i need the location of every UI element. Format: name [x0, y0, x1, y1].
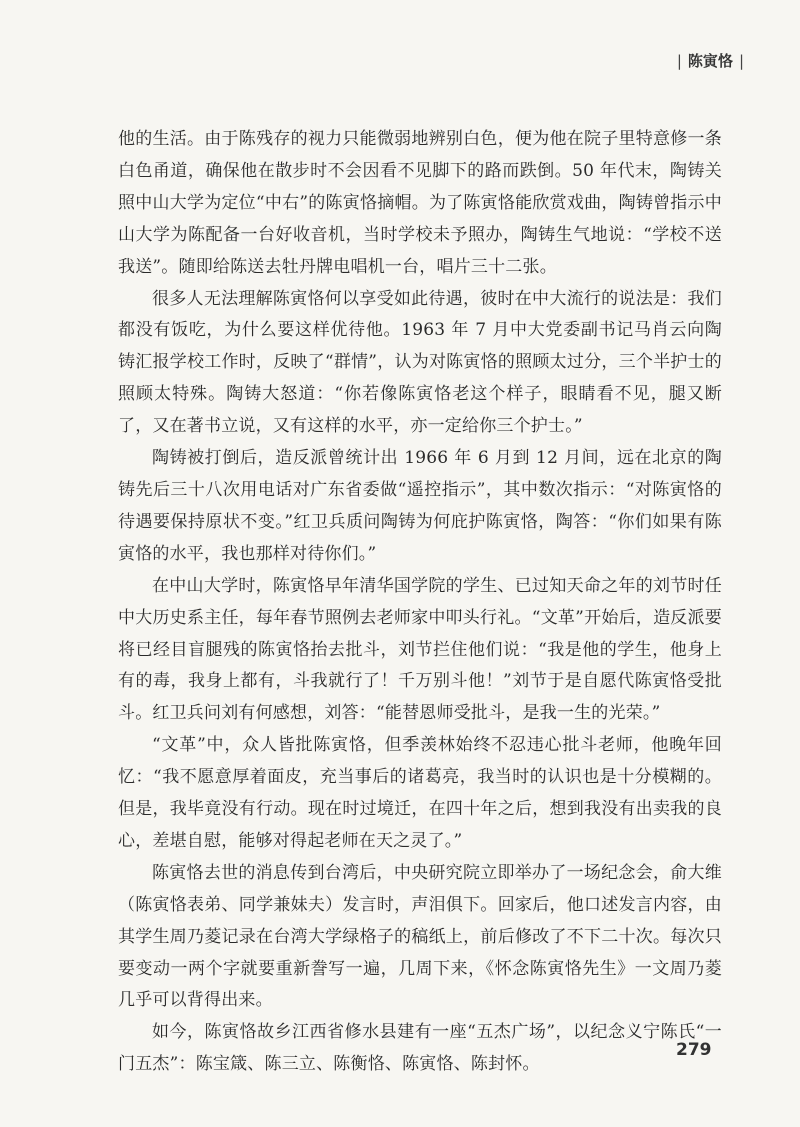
page-body [118, 124, 722, 1081]
paragraph: 很多人无法理解陈寅恪何以享受如此待遇，彼时在中大流行的说法是：我们都没有饭吃，为什么要这样优待他。1963 年 7 月中大党委副书记马肖云向陶铸汇报学校工作时，反映了“群情”，认为对陈寅恪的照顾太过分，三个半护士的照顾太特殊。陶铸大怒道：“你若像陈寅恪老这个样子，眼睛看不见，腿又断了，又在著书立说，又有这样的水平，亦一定给你三个护士。” [118, 288, 722, 437]
header-separator-right: | [738, 52, 744, 70]
paragraph: “文革”中，众人皆批陈寅恪，但季羡林始终不忍违心批斗老师，他晚年回忆：“我不愿意厚着面皮，充当事后的诸葛亮，我当时的认识也是十分模糊的。但是，我毕竟没有行动。现在时过境迁，在四十年之后，想到我没有出卖我的良心，差堪自慰，能够对得起老师在天之灵了。” [118, 735, 722, 851]
header-title: 陈寅恪 [687, 52, 733, 70]
paragraph: 陈寅恪去世的消息传到台湾后，中央研究院立即举办了一场纪念会，俞大维（陈寅恪表弟、同学兼妹夫）发言时，声泪俱下。回家后，他口述发言内容，由其学生周乃菱记录在台湾大学绿格子的稿纸上，前后修改了不下二十次。每次只要变动一两个字就要重新誊写一遍，几周下来，《怀念陈寅恪先生》一文周乃菱几乎可以背得出来。 [118, 862, 722, 1011]
header-separator-left: | [676, 52, 682, 70]
page-number: 279 [676, 1040, 712, 1060]
paragraph: 陶铸被打倒后，造反派曾统计出 1966 年 6 月到 12 月间，远在北京的陶铸先后三十八次用电话对广东省委做“遥控指示”，其中数次指示：“对陈寅恪的待遇要保持原状不变。”红卫兵质问陶铸为何庇护陈寅恪，陶答：“你们如果有陈寅恪的水平，我也那样对待你们。” [118, 448, 722, 564]
paragraph: 如今，陈寅恪故乡江西省修水县建有一座“五杰广场”，以纪念义宁陈氏“一门五杰”：陈宝箴、陈三立、陈衡恪、陈寅恪、陈封怀。 [118, 1022, 722, 1075]
paragraph: 在中山大学时，陈寅恪早年清华国学院的学生、已过知天命之年的刘节时任中大历史系主任，每年春节照例去老师家中叩头行礼。“文革”开始后，造反派要将已经目盲腿残的陈寅恪抬去批斗，刘节拦住他们说：“我是他的学生，他身上有的毒，我身上都有，斗我就行了！千万别斗他！”刘节于是自愿代陈寅恪受批斗。红卫兵问刘有何感想，刘答：“能替恩师受批斗，是我一生的光荣。” [118, 575, 722, 724]
paragraph-continued: 他的生活。由于陈残存的视力只能微弱地辨别白色，便为他在院子里特意修一条白色甬道，确保他在散步时不会因看不见脚下的路而跌倒。50 年代末，陶铸关照中山大学为定位“中右”的陈寅恪摘帽。为了陈寅恪能欣赏戏曲，陶铸曾指示中山大学为陈配备一台好收音机，当时学校未予照办，陶铸生气地说：“学校不送我送”。随即给陈送去牡丹牌电唱机一台，唱片三十二张。 [118, 129, 722, 277]
running-header [671, 50, 750, 71]
